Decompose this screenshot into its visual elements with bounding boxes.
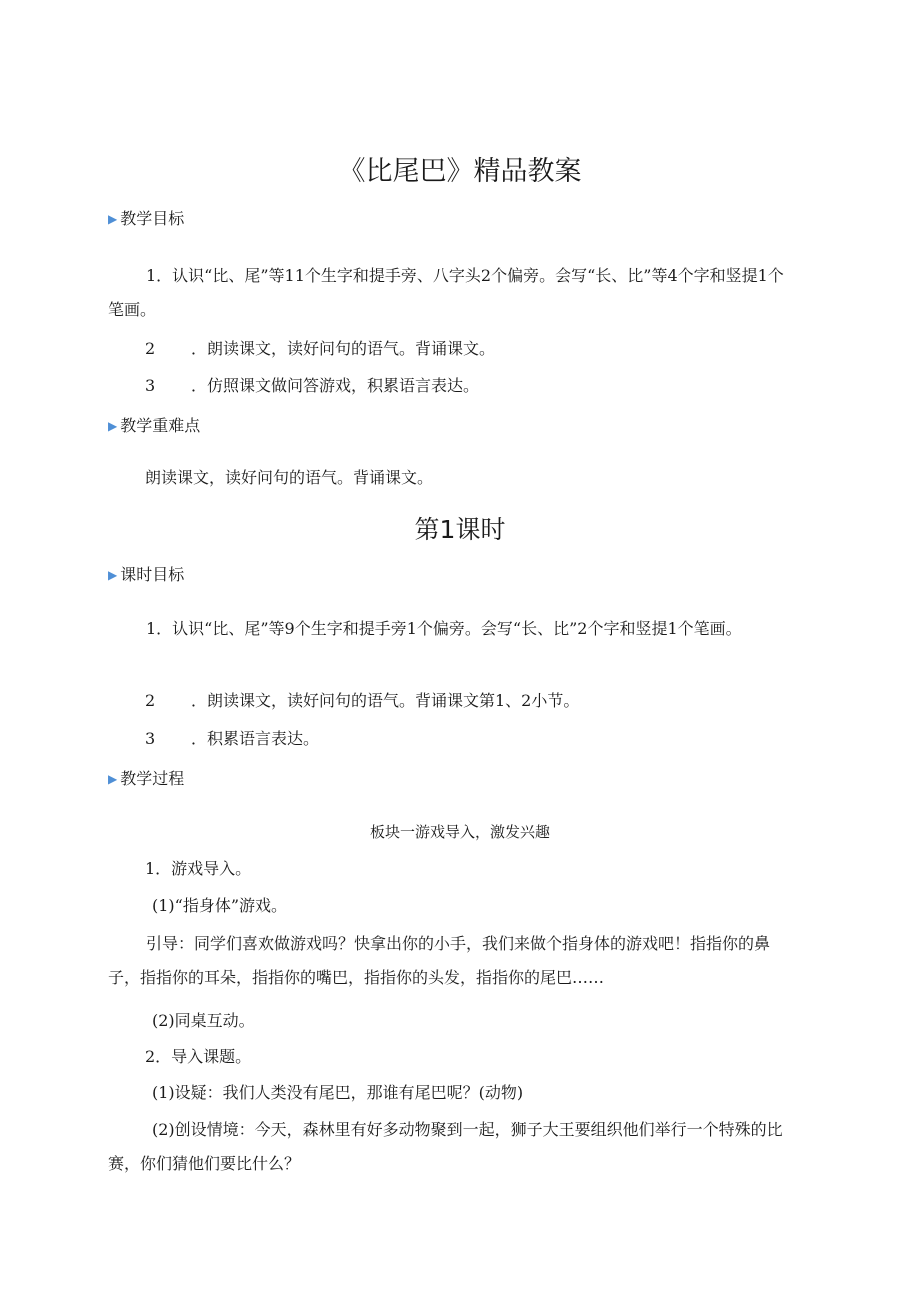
section-heading-teaching-goals: ▶ 教学目标 — [108, 209, 185, 228]
goal-item-2: 2 ．朗读课文，读好问句的语气。背诵课文。 — [145, 339, 496, 358]
step-2-1: (1)设疑：我们人类没有尾巴，那谁有尾巴呢？(动物) — [152, 1083, 524, 1102]
goal-item-1: 1．认识“比、尾”等11个生字和提手旁、八字头2个偏旁。会写“长、比”等4个字和竖提1个笔画。 — [108, 266, 784, 319]
section-heading-teaching-process: ▶ 教学过程 — [108, 769, 185, 788]
key-points-text: 朗读课文，读好问句的语气。背诵课文。 — [145, 468, 434, 487]
guide-paragraph: 引导：同学们喜欢做游戏吗？快拿出你的小手，我们来做个指身体的游戏吧！指指你的鼻子，指指你的耳朵，指指你的嘴巴，指指你的头发，指指你的尾巴…… — [108, 934, 771, 987]
triangle-bullet-icon: ▶ — [108, 772, 118, 786]
goal-item-3: 3 ．仿照课文做问答游戏，积累语言表达。 — [145, 376, 480, 395]
step-2-2: (2)创设情境：今天，森林里有好多动物聚到一起，狮子大王要组织他们举行一个特殊的比赛，你们猜他们要比什么？ — [108, 1120, 783, 1173]
triangle-bullet-icon: ▶ — [108, 419, 118, 433]
lesson-goal-item-1: 1．认识“比、尾”等9个生字和提手旁1个偏旁。会写“长、比”2个字和竖提1个笔画。 — [146, 619, 742, 638]
triangle-bullet-icon: ▶ — [108, 568, 118, 582]
lesson-title: 第1课时 — [414, 515, 506, 544]
step-1-2: (2)同桌互动。 — [152, 1011, 255, 1030]
block-title: 板块一游戏导入，激发兴趣 — [369, 823, 550, 841]
document-title: 《比尾巴》精品教案 — [338, 156, 582, 187]
section-heading-lesson-goals: ▶ 课时目标 — [108, 565, 185, 584]
section-heading-key-points: ▶ 教学重难点 — [108, 416, 201, 435]
step-2: 2．导入课题。 — [145, 1047, 252, 1066]
lesson-goal-item-2: 2 ．朗读课文，读好问句的语气。背诵课文第1、2小节。 — [145, 691, 580, 710]
lesson-goal-item-3: 3 ．积累语言表达。 — [145, 729, 320, 748]
step-1: 1．游戏导入。 — [145, 859, 252, 878]
step-1-1: (1)“指身体”游戏。 — [152, 896, 288, 915]
triangle-bullet-icon: ▶ — [108, 212, 118, 226]
